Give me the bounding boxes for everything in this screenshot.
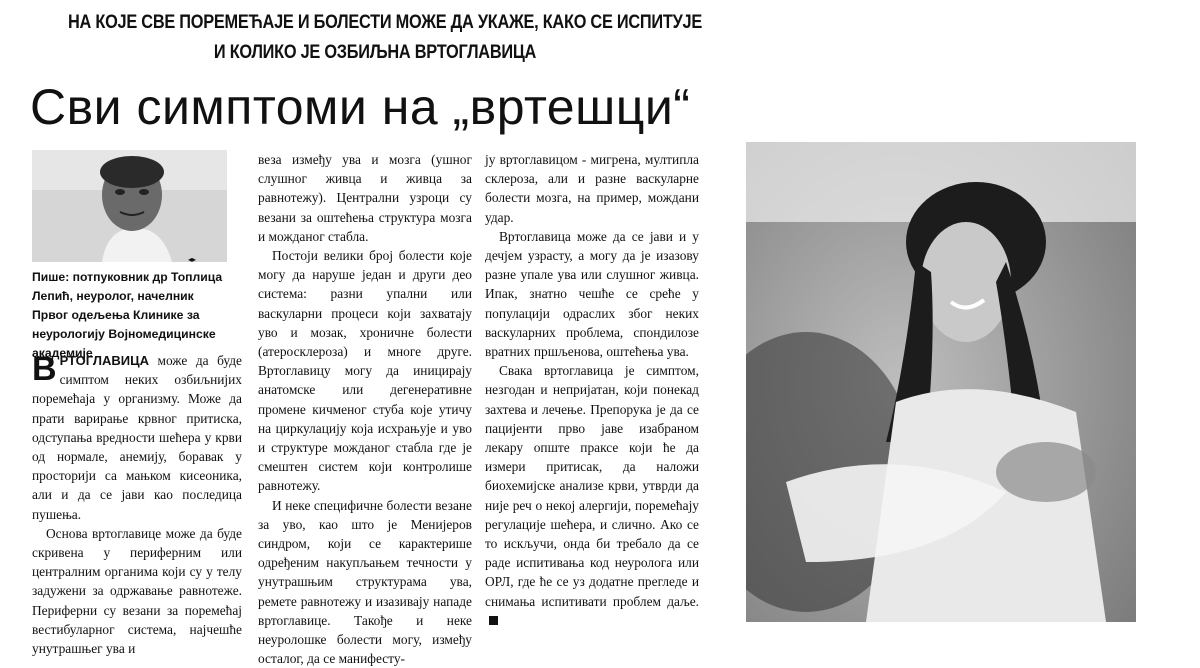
paragraph-lead <box>32 351 242 524</box>
lead-word: РТОГЛАВИЦА <box>59 353 149 368</box>
kicker-line-1: НА КОЈЕ СВЕ ПОРЕМЕЋАЈЕ И БОЛЕСТИ МОЖЕ ДА УКАЖЕ, КАКО СЕ ИСПИТУЈЕ <box>67 12 702 33</box>
paragraph-7: Вртоглавица може да се јави и у дечјем узрасту, а могу да је изазову разне упале ува или слушног живца. Ипак, знатно чешће се среће у популацији одраслих због неких васкуларних проблема, спондилозе вратних пршљенова, оштећења ува. <box>485 228 699 360</box>
paragraph-8 <box>485 361 699 630</box>
photo-mark: ◂▸ <box>188 255 197 264</box>
author-byline: Пише: потпуковник др Топлица Лепић, неуролог, начелник Првог одељења Клинике за неурологију Војномедицинске академије <box>32 270 223 360</box>
kicker-line-2: И КОЛИКО ЈЕ ОЗБИЉНА ВРТОГЛАВИЦА <box>213 42 537 63</box>
paragraph-6: ју вртоглавицом - мигрена, мултипла склероза, али и разне васкуларне болести мозга, на пример, мождани удар. <box>485 152 699 225</box>
drop-cap: В <box>32 350 57 388</box>
paragraph-4: Постоји велики број болести које могу да наруше један и други део система: разни упални или васкуларни процеси који захватају уво и мозак, хроничне болести (атеросклероза) и многе друге. Вртоглавицу могу да иницирају анатомске или дегенеративне промене кичменог стуба које утичу на циркулацију која исхрањује и уво и структуре можданог стабла где је смештен систем који контролише равнотежу. <box>258 248 472 494</box>
article-column-1 <box>32 351 242 658</box>
author-photo <box>32 150 227 262</box>
paragraph-3: веза између ува и мозга (ушног слушног живца и живца за равнотежу). Централни узроци су везани за оштећења структура мозга и можданог стабла. <box>258 152 472 244</box>
article-column-3 <box>485 150 699 630</box>
paragraph-2: Основа вртоглавице може да буде скривена у периферним или централним органима који су у телу задужени за одржавање равнотеже. Периферни су везани за поремећај вестибуларног система, најчешће унутрашњег ува и <box>32 525 242 657</box>
end-mark-icon <box>489 616 498 625</box>
headline: Сви симптоми на „вртешци“ <box>30 79 691 135</box>
paragraph-1-text: може да буде симптом неких озбиљнијих поремећаја у организму. Може да прати варирање крвног притиска, одступања вредности шећера у крви од нормале, анемију, боравак у просторији са мањком кисеоника, али и да се јави као последица пушења. <box>32 353 242 522</box>
paragraph-5: И неке специфичне болести везане за уво, као што је Менијеров синдром, који се карактерише одређеним накупљањем течности у унутрашњим структурама ува, ремете равнотежу и изазивају нападе вртоглавице. Такође и неке неуролошке болести могу, између осталог, да се манифесту- <box>258 497 472 667</box>
article-column-2 <box>258 150 472 668</box>
illustration-photo <box>746 142 1136 622</box>
paragraph-8-text: Свака вртоглавица је симптом, незгодан и непријатан, који понекад захтева и лечење. Препорука је да се пацијенти прво јаве изабраном лекару опште праксе који ће да измери притисак, да наложи биохемијске анализе крви, утврди да није реч о некој алергији, поремећају регулације шећера, и слично. Ако се то искључи, онда би требало да се раде испитивања код неуролога или ОРЛ, где ће се уз додатне прегледе и снимања испитивати проблем даље. <box>485 363 699 609</box>
